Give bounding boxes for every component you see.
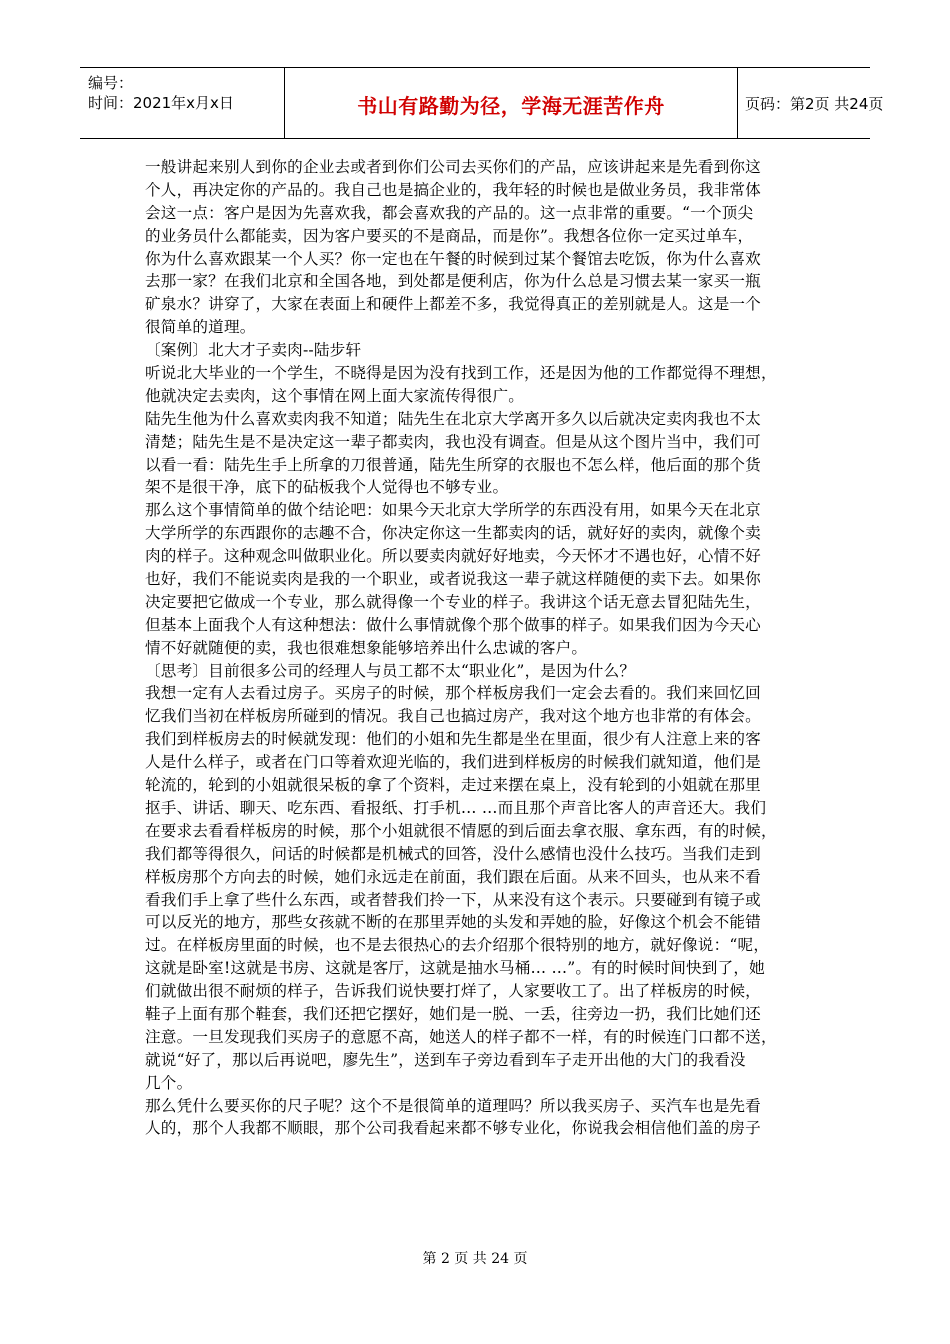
body-text-line: 的业务员什么都能卖，因为客户要买的不是商品，而是你”。我想各位你一定买过单车， [145, 226, 754, 245]
body-text-line: 会这一点：客户是因为先喜欢我，都会喜欢我的产品的。这一点非常的重要。“一个顶尖 [145, 203, 754, 222]
document-time-label: 时间：2021年x月x日 [88, 94, 234, 112]
body-text-line: 人是什么样子，或者在门口等着欢迎光临的，我们进到样板房的时候我们就知道，他们是 [145, 753, 761, 772]
body-text-line: 听说北大毕业的一个学生，不晓得是因为没有找到工作，还是因为他的工作都觉得不理想， [145, 364, 777, 383]
body-text-line: 几个。 [145, 1073, 193, 1092]
body-text-line: 一般讲起来别人到你的企业去或者到你们公司去买你们的产品，应该讲起来是先看到你这 [145, 158, 761, 176]
header-motto: 书山有路勤为径，学海无涯苦作舟 [357, 94, 665, 118]
body-text-line: 架不是很干净，底下的砧板我个人觉得也不够专业。 [145, 478, 509, 497]
body-text-line: 你为什么喜欢跟某一个人买？你一定也在午餐的时候到过某个餐馆去吃饭，你为什么喜欢 [145, 249, 761, 268]
body-text-line: 肉的样子。这种观念叫做职业化。所以要卖肉就好好地卖，今天怀才不遇也好，心情不好 [145, 547, 761, 566]
body-text-line: 们就做出很不耐烦的样子，告诉我们说快要打烊了，人家要收工了。出了样板房的时候， [145, 982, 761, 1001]
body-text-line: 我想一定有人去看过房子。买房子的时候，那个样板房我们一定会去看的。我们来回忆回 [145, 684, 761, 703]
page-footer: 第 2 页 共 24 页 [422, 1251, 528, 1267]
body-text-line: 也好，我们不能说卖肉是我的一个职业，或者说我这一辈子就这样随便的卖下去。如果你 [145, 570, 761, 589]
body-text-line: 但基本上面我个人有这种想法：做什么事情就像个那个做事的样子。如果我们因为今天心 [145, 615, 761, 634]
body-text-line: 看我们手上拿了些什么东西，或者替我们拎一下，从来没有这个表示。只要碰到有镜子或 [145, 890, 761, 909]
body-text-line: 人的，那个人我都不顺眼，那个公司我看起来都不够专业化，你说我会相信他们盖的房子 [145, 1119, 761, 1138]
body-text-line: 就说“好了，那以后再说吧，廖先生”，送到车子旁边看到车子走开出他的大门的我看没 [145, 1050, 746, 1069]
body-text-line: 那么凭什么要买你的尺子呢？这个不是很简单的道理吗？所以我买房子、买汽车也是先看 [145, 1096, 761, 1115]
header-motto-cell [284, 68, 738, 138]
body-text-line: 以看一看：陆先生手上所拿的刀很普通，陆先生所穿的衣服也不怎么样，他后面的那个货 [145, 455, 761, 474]
body-text-line: 轮流的，轮到的小姐就很呆板的拿了个资料，走过来摆在桌上，没有轮到的小姐就在那里 [145, 776, 761, 795]
document-body [145, 156, 805, 1140]
body-text-line: 决定要把它做成一个专业，那么就得像一个专业的样子。我讲这个话无意去冒犯陆先生， [145, 592, 761, 611]
body-text-line: 过。在样板房里面的时候，也不是去很热心的去介绍那个很特别的地方，就好像说：“呢， [145, 936, 770, 955]
body-text-line: 可以反光的地方，那些女孩就不断的在那里弄她的头发和弄她的脸，好像这个机会不能错 [145, 913, 761, 932]
body-text-line: 矿泉水？讲穿了，大家在表面上和硬件上都差不多，我觉得真正的差别就是人。这是一个 [145, 295, 761, 314]
body-text-line: 情不好就随便的卖，我也很难想象能够培养出什么忠诚的客户。 [145, 638, 588, 657]
body-text-line: 大学所学的东西跟你的志趣不合，你决定你这一生都卖肉的话，就好好的卖肉，就像个卖 [145, 524, 761, 543]
body-text-line: 很简单的道理。 [145, 318, 256, 337]
body-text-line: 那么这个事情简单的做个结论吧：如果今天北京大学所学的东西没有用，如果今天在北京 [145, 501, 761, 520]
body-text-line: 鞋子上面有那个鞋套，我们还把它摆好，她们是一脱、一丢，往旁边一扔，我们比她们还 [145, 1004, 761, 1023]
document-number-label: 编号： [88, 74, 134, 92]
header-meta-cell [80, 68, 284, 138]
body-text-line: 这就是卧室!这就是书房、这就是客厅，这就是抽水马桶… …”。有的时候时间快到了，她 [145, 959, 765, 978]
body-text-line: 样板房那个方向去的时候，她们永远走在前面，我们跟在后面。从来不回头，也从来不看 [145, 867, 761, 886]
header-page-number: 页码：第2页 共24页 [745, 95, 884, 113]
body-text-line: 清楚；陆先生是不是决定这一辈子都卖肉，我也没有调查。但是从这个图片当中，我们可 [145, 432, 761, 451]
body-text-line: 〔案例〕北大才子卖肉--陆步轩 [145, 341, 362, 360]
body-text-line: 我们都等得很久，问话的时候都是机械式的回答，没什么感情也没什么技巧。当我们走到 [145, 844, 761, 863]
body-text-line: 抠手、讲话、聊天、吃东西、看报纸、打手机… …而且那个声音比客人的声音还大。我们 [145, 798, 767, 817]
body-text-line: 去那一家？在我们北京和全国各地，到处都是便利店，你为什么总是习惯去某一家买一瓶 [145, 272, 761, 291]
body-text-line: 个人，再决定你的产品的。我自己也是搞企业的，我年轻的时候也是做业务员，我非常体 [145, 180, 761, 199]
page-header [80, 67, 884, 139]
body-text-line: 陆先生他为什么喜欢卖肉我不知道；陆先生在北京大学离开多久以后就决定卖肉我也不太 [145, 409, 761, 428]
body-text-line: 〔思考〕目前很多公司的经理人与员工都不太“职业化”，是因为什么？ [145, 661, 636, 680]
body-text-line: 在要求去看看样板房的时候，那个小姐就很不情愿的到后面去拿衣服、拿东西，有的时候， [145, 821, 777, 840]
header-page-cell [737, 68, 884, 138]
body-text-line: 我们到样板房去的时候就发现：他们的小姐和先生都是坐在里面，很少有人注意上来的客 [145, 730, 761, 749]
body-text-line: 忆我们当初在样板房所碰到的情况。我自己也搞过房产，我对这个地方也非常的有体会。 [145, 707, 761, 726]
body-text-line: 他就决定去卖肉，这个事情在网上面大家流传得很广。 [145, 386, 525, 405]
body-text-line: 注意。一旦发现我们买房子的意愿不高，她送人的样子都不一样，有的时候连门口都不送， [145, 1027, 777, 1046]
